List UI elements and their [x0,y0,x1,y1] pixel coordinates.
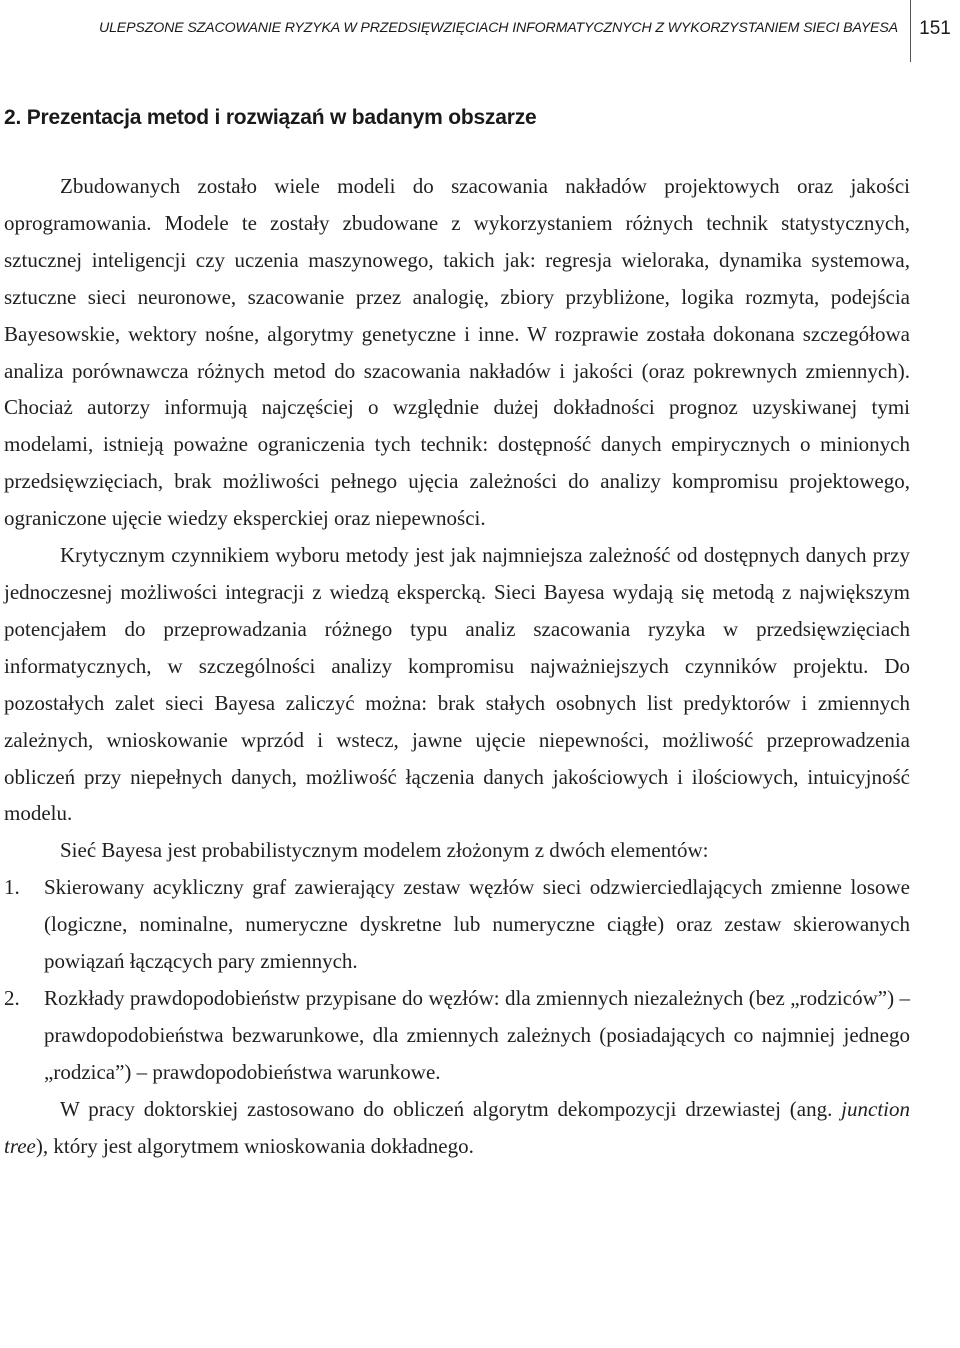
list-item-number: 2. [4,985,20,1010]
running-head: ULEPSZONE SZACOWANIE RYZYKA W PRZEDSIĘWZIĘCIACH INFORMATYCZNYCH Z WYKORZYSTANIEM SIECI BAYESA [98,20,898,36]
list-item [4,980,910,1091]
list-item-number: 1. [4,875,20,900]
paragraph-4-text-start: W pracy doktorskiej zastosowano do obliczeń algorytm dekompozycji drzewiastej (ang. [60,1096,842,1121]
list-item-text: Rozkłady prawdopodobieństw przypisane do węzłów: dla zmiennych niezależnych (bez „rodziców”) – prawdopodobieństwa bezwarunkowe, dla zmiennych zależnych (posiadających co najmniej jednego „rodzica”) – prawdopodobieństwa warunkowe. [44,985,910,1084]
list-item-text: Skierowany acykliczny graf zawierający zestaw węzłów sieci odzwierciedlających zmienne losowe (logiczne, nominalne, numeryczne dyskretne lub numeryczne ciągłe) oraz zestaw skierowanych powiązań łączących pary zmiennych. [44,875,910,974]
page-header [0,0,960,62]
section-title: 2. Prezentacja metod i rozwiązań w badanym obszarze [4,106,537,129]
paragraph-1: Zbudowanych zostało wiele modeli do szacowania nakładów projektowych oraz jakości oprogramowania. Modele te zostały zbudowane z wykorzystaniem różnych technik statystycznych, sztucznej inteligencji czy uczenia maszynowego, takich jak: regresja wieloraka, dynamika systemowa, sztuczne sieci neuronowe, szacowanie przez analogię, zbiory przybliżone, logika rozmyta, podejścia Bayesowskie, wektory nośne, algorytmy genetyczne i inne. W rozprawie została dokonana szczegółowa analiza porównawcza różnych metod do szacowania nakładów i jakości (oraz pokrewnych zmiennych). Chociaż autorzy informują najczęściej o względnie dużej dokładności prognoz uzyskiwanej tymi modelami, istnieją poważne ograniczenia tych technik: dostępność danych empirycznych o minionych przedsięwzięciach, brak możliwości pełnego ujęcia zależności do analizy kompromisu projektowego, ograniczone ujęcie wiedzy eksperckiej oraz niepewności. [4,174,910,531]
paragraph-4 [4,1091,910,1165]
paragraph-2: Krytycznym czynnikiem wyboru metody jest jak najmniejsza zależność od dostępnych danych przy jednoczesnej możliwości integracji z wiedzą ekspercką. Sieci Bayesa wydają się metodą z największym potencjałem do przeprowadzania różnego typu analiz szacowania ryzyka w przedsięwzięciach informatycznych, w szczególności analizy kompromisu najważniejszych czynników projektu. Do pozostałych zalet sieci Bayesa zaliczyć można: brak stałych osobnych list predyktorów i zmiennych zależnych, wnioskowanie wprzód i wstecz, jawne ujęcie niepewności, możliwość przeprowadzenia obliczeń przy niepełnych danych, możliwość łączenia danych jakościowych i ilościowych, intuicyjność modelu. [4,543,910,826]
paragraph-4-text-end: ), który jest algorytmem wnioskowania dokładnego. [35,1133,474,1158]
list-item [4,869,910,980]
body-text [4,168,910,1164]
paragraph-3: Sieć Bayesa jest probabilistycznym modelem złożonym z dwóch elementów: [60,838,709,863]
italic-term: junction tree [4,1096,910,1158]
page-number: 151 [919,18,951,39]
elements-list [4,869,910,1090]
